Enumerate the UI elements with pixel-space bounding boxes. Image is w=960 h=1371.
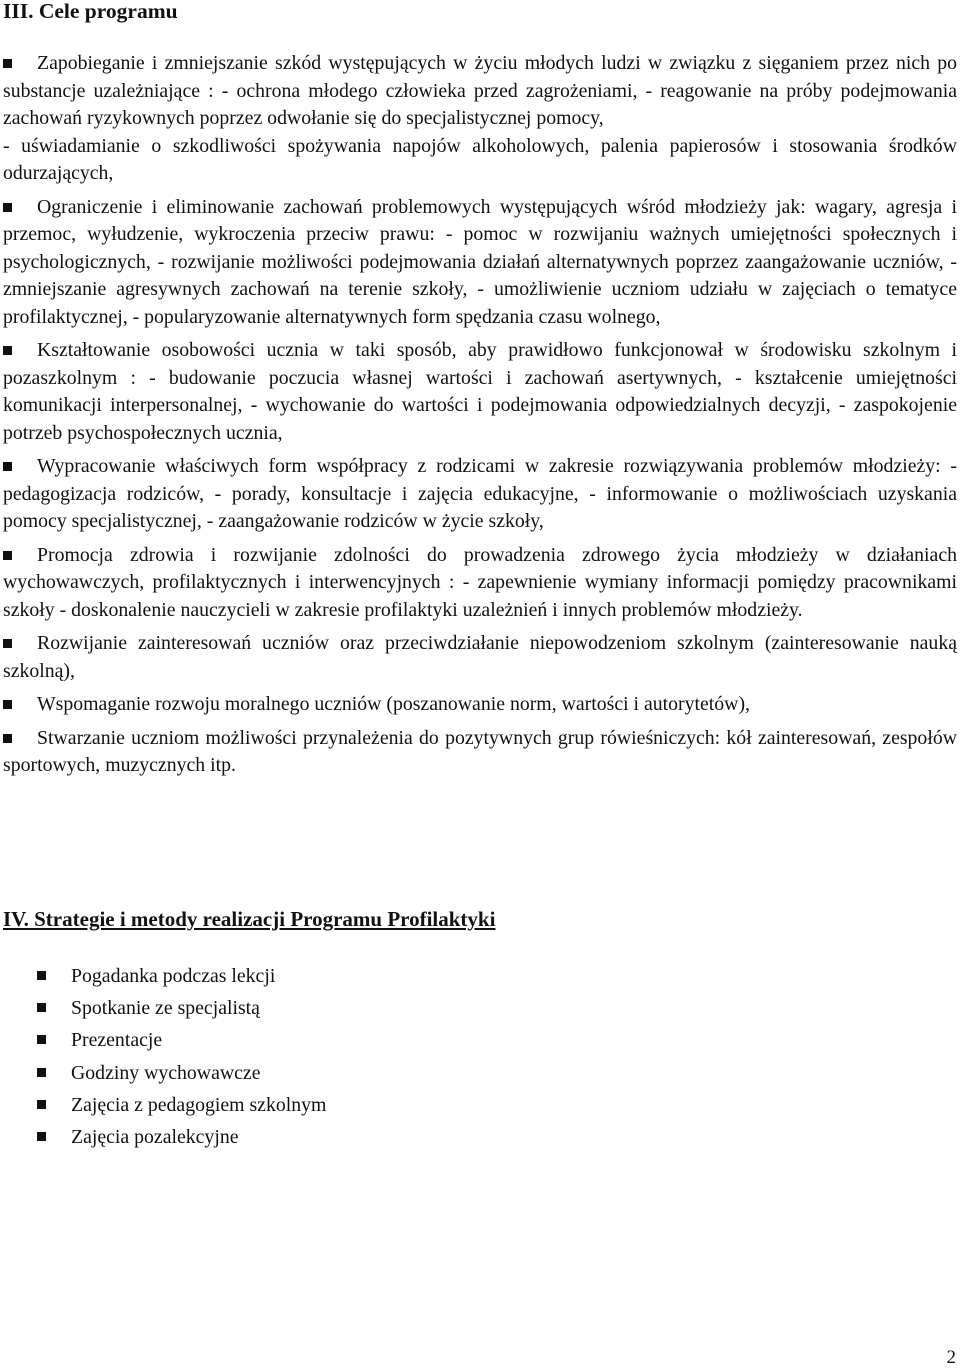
- method-text: Godziny wychowawcze: [71, 1061, 261, 1084]
- square-bullet-icon: [3, 462, 12, 471]
- method-item: [37, 1089, 326, 1121]
- square-bullet-icon: [3, 203, 12, 212]
- square-bullet-icon: [3, 59, 12, 68]
- goal-text: Wypracowanie właściwych form współpracy z rodzicami w zakresie rozwiązywania problemów młodzieży: - pedagogizacja rodziców, - porady, konsultacje i zajęcia edukacyjne, - informowanie o możliwościach uzyskania pomocy specjalistycznej, - zaangażowanie rodziców w życie szkoły,: [3, 455, 957, 532]
- method-text: Prezentacje: [71, 1029, 163, 1052]
- section-heading-goals: III. Cele programu: [3, 0, 178, 23]
- square-bullet-icon: [3, 551, 12, 560]
- goal-text: Zapobieganie i zmniejszanie szkód występujących w życiu młodych ludzi w związku z sięganiem przez nich po substancje uzależniające : - ochrona młodego człowieka przed zagrożeniami, - reagowanie na próby podejmowania zachowań ryzykownych poprzez odwołanie się do specjalistycznej pomocy,: [3, 52, 957, 129]
- square-bullet-icon: [37, 971, 46, 980]
- goal-item: [3, 725, 957, 780]
- goal-continuation: - uświadamianie o szkodliwości spożywania napojów alkoholowych, palenia papierosów i stosowania środków odurzających,: [3, 134, 957, 184]
- goals-list: [3, 50, 957, 780]
- square-bullet-icon: [3, 734, 12, 743]
- square-bullet-icon: [3, 700, 12, 709]
- square-bullet-icon: [37, 1003, 46, 1012]
- method-item: [37, 960, 326, 992]
- goal-text: Kształtowanie osobowości ucznia w taki sposób, aby prawidłowo funkcjonował w środowisku szkolnym i pozaszkolnym : - budowanie poczucia własnej wartości i zachowań asertywnych, - kształcenie umiejętności komunikacji interpersonalnej, - wychowanie do wartości i podejmowania odpowiedzialnych decyzji, - zaspokojenie potrzeb psychospołecznych ucznia,: [3, 339, 957, 444]
- method-text: Pogadanka podczas lekcji: [71, 965, 276, 987]
- methods-list: [37, 960, 326, 1153]
- goal-text: Rozwijanie zainteresowań uczniów oraz przeciwdziałanie niepowodzeniom szkolnym (zainteresowanie nauką szkolną),: [3, 632, 957, 682]
- goal-text: Promocja zdrowia i rozwijanie zdolności do prowadzenia zdrowego życia młodzieży w działaniach wychowawczych, profilaktycznych i interwencyjnych : - zapewnienie wymiany informacji pomiędzy pracownikami szkoły - doskonalenie nauczycieli w zakresie profilaktyki uzależnień i innych problemów młodzieży.: [3, 543, 957, 621]
- goal-item: [3, 630, 957, 685]
- method-item: [37, 992, 326, 1024]
- section-heading-methods: [3, 904, 495, 934]
- goal-item: [3, 691, 957, 719]
- square-bullet-icon: [37, 1100, 46, 1109]
- goal-text: Stwarzanie uczniom możliwości przynależenia do pozytywnych grup rówieśniczych: kół zainteresowań, zespołów sportowych, muzycznych itp.: [3, 726, 957, 776]
- section-heading-methods-text: IV. Strategie i metody realizacji Programu Profilaktyki: [3, 907, 496, 931]
- square-bullet-icon: [37, 1068, 46, 1077]
- method-item: [37, 1057, 326, 1089]
- goal-item: [3, 50, 957, 188]
- goal-text: Wspomaganie rozwoju moralnego uczniów (poszanowanie norm, wartości i autorytetów),: [37, 693, 751, 715]
- square-bullet-icon: [3, 346, 12, 355]
- goal-item: [3, 337, 957, 447]
- method-item: [37, 1024, 326, 1056]
- method-text: Spotkanie ze specjalistą: [71, 997, 260, 1020]
- goal-item: [3, 453, 957, 536]
- goal-item: [3, 194, 957, 332]
- square-bullet-icon: [37, 1132, 46, 1141]
- method-text: Zajęcia z pedagogiem szkolnym: [71, 1093, 327, 1116]
- square-bullet-icon: [3, 639, 12, 648]
- goal-item: [3, 542, 957, 625]
- goal-text: Ograniczenie i eliminowanie zachowań problemowych występujących wśród młodzieży jak: wagary, agresja i przemoc, wyłudzenie, wykroczenia przeciw prawu: - pomoc w rozwijaniu ważnych umiejętności społecznych i psychologicznych, - rozwijanie możliwości podejmowania działań alternatywnych poprzez zaangażowanie uczniów, - zmniejszanie agresywnych zachowań na terenie szkoły, - umożliwienie uczniom udziału w zajęciach o tematyce profilaktycznej, - popularyzowanie alternatywnych form spędzania czasu wolnego,: [3, 195, 957, 328]
- method-item: [37, 1121, 326, 1153]
- page-number: 2: [946, 1347, 956, 1368]
- square-bullet-icon: [37, 1035, 46, 1044]
- method-text: Zajęcia pozalekcyjne: [71, 1126, 239, 1149]
